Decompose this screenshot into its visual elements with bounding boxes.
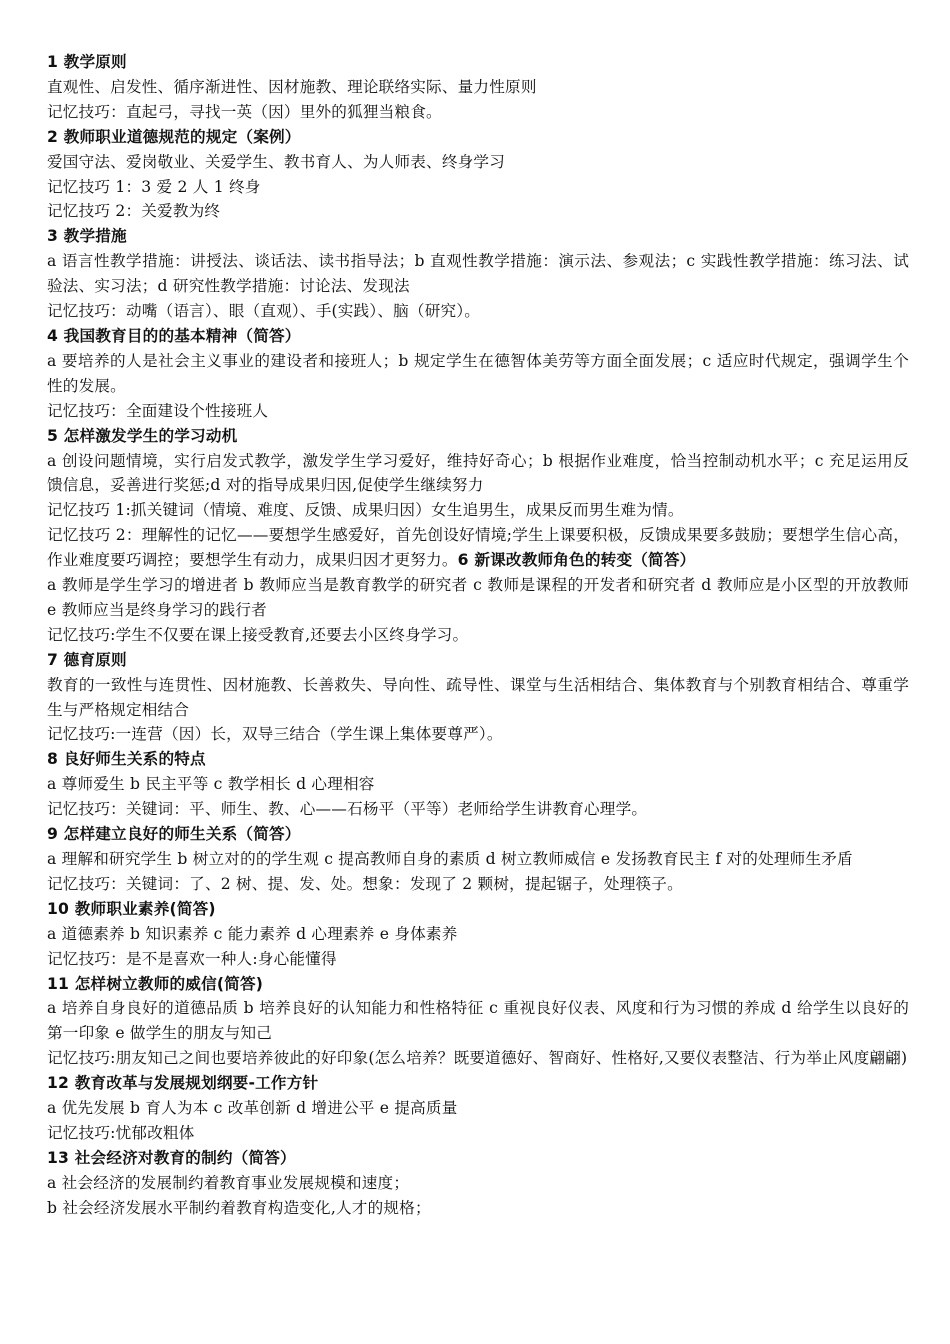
section-1-title: 1 教学原则: [47, 53, 127, 71]
section-9-tip: 记忆技巧：关键词：了、2 树、提、发、处。想象：发现了 2 颗树，提起锯子，处理筷子。: [47, 874, 683, 893]
section-13-title: 13 社会经济对教育的制约（简答）: [47, 1148, 296, 1167]
section-11-title: 11 怎样树立教师的威信(简答): [47, 974, 264, 993]
section-6-body: a 教师是学生学习的增进者 b 教师应当是教育教学的研究者 c 教师是课程的开发者和研究者 d 教师应是小区型的开放教师 e 教师应当是终身学习的践行者: [47, 576, 909, 619]
section-12-title: 12 教育改革与发展规划纲要-工作方针: [47, 1074, 319, 1093]
section-4-body: a 要培养的人是社会主义事业的建设者和接班人；b 规定学生在德智体美劳等方面全面发展；c 适应时代规定，强调学生个性的发展。: [47, 351, 909, 395]
section-1-body: 直观性、启发性、循序渐进性、因材施教、理论联络实际、量力性原则: [47, 77, 537, 96]
section-5-tip-2: 记忆技巧 2：理解性的记忆——要想学生感爱好，首先创设好情境;学生上课要积极，反馈成果要多鼓励；要想学生信心高，作业难度要巧调控；要想学生有动力，成果归因才更努力。: [47, 526, 909, 570]
section-8-tip: 记忆技巧：关键词：平、师生、教、心——石杨平（平等）老师给学生讲教育心理学。: [47, 800, 648, 819]
section-8-title: 8 良好师生关系的特点: [47, 750, 206, 769]
section-5-body: a 创设问题情境，实行启发式教学，激发学生学习爱好，维持好奇心；b 根据作业难度，恰当控制动机水平；c 充足运用反馈信息，妥善进行奖惩;d 对的指导成果归因,促使学生继续努力: [47, 451, 909, 495]
section-2-title: 2 教师职业道德规范的规定（案例）: [47, 127, 301, 146]
section-6-title: 6 新课改教师角色的转变（简答）: [457, 551, 696, 570]
section-2-tip-2: 记忆技巧 2：关爱教为终: [47, 202, 221, 221]
section-13-line-b: b 社会经济发展水平制约着教育构造变化,人才的规格；: [47, 1198, 431, 1217]
section-10-tip: 记忆技巧：是不是喜欢一种人:身心能懂得: [47, 949, 337, 968]
section-7-title: 7 德育原则: [47, 650, 127, 669]
section-11-tip: 记忆技巧:朋友知己之间也要培养彼此的好印象(怎么培养？既要道德好、智商好、性格好,又要仪表整洁、行为举止风度翩翩): [47, 1049, 908, 1068]
section-8-body: a 尊师爱生 b 民主平等 c 教学相长 d 心理相容: [47, 775, 375, 794]
section-13-line-a: a 社会经济的发展制约着教育事业发展规模和速度；: [47, 1173, 410, 1192]
section-3-title: 3 教学措施: [47, 227, 127, 246]
section-5-tip-2-with-section-6-title: [47, 523, 909, 573]
section-4-title: 4 我国教育目的的基本精神（简答）: [47, 326, 301, 345]
section-1-tip: 记忆技巧：直起弓，寻找一英（因）里外的狐狸当粮食。: [47, 102, 442, 121]
section-5-tip-1: 记忆技巧 1:抓关键词（情境、难度、反馈、成果归因）女生追男生，成果反而男生难为情。: [47, 501, 684, 520]
document-content: [47, 50, 909, 1221]
section-6-tip: 记忆技巧:学生不仅要在课上接受教育,还要去小区终身学习。: [47, 625, 469, 644]
section-12-body: a 优先发展 b 育人为本 c 改革创新 d 增进公平 e 提高质量: [47, 1099, 458, 1118]
section-7-body: 教育的一致性与连贯性、因材施教、长善救失、导向性、疏导性、课堂与生活相结合、集体教育与个别教育相结合、尊重学生与严格规定相结合: [47, 675, 909, 719]
section-10-body: a 道德素养 b 知识素养 c 能力素养 d 心理素养 e 身体素养: [47, 924, 458, 943]
section-7-tip: 记忆技巧:一连营（因）长，双导三结合（学生课上集体要尊严）。: [47, 725, 503, 744]
section-3-body: a 语言性教学措施：讲授法、谈话法、读书指导法；b 直观性教学措施：演示法、参观法；c 实践性教学措施：练习法、试验法、实习法；d 研究性教学措施：讨论法、发现法: [47, 252, 909, 296]
section-2-tip-1: 记忆技巧 1：3 爱 2 人 1 终身: [47, 177, 261, 196]
section-5-title: 5 怎样激发学生的学习动机: [47, 426, 238, 445]
section-10-title: 10 教师职业素养(简答): [47, 899, 216, 918]
section-3-tip: 记忆技巧：动嘴（语言）、眼（直观）、手(实践）、脑（研究）。: [47, 302, 481, 321]
section-9-title: 9 怎样建立良好的师生关系（简答）: [47, 825, 301, 844]
section-4-tip: 记忆技巧：全面建设个性接班人: [47, 401, 269, 420]
section-12-tip: 记忆技巧:忧郁改粗体: [47, 1123, 195, 1142]
section-2-body: 爱国守法、爱岗敬业、关爱学生、教书育人、为人师表、终身学习: [47, 152, 506, 171]
section-11-body: a 培养自身良好的道德品质 b 培养良好的认知能力和性格特征 c 重视良好仪表、风度和行为习惯的养成 d 给学生以良好的第一印象 e 做学生的朋友与知己: [47, 999, 909, 1043]
section-9-body: a 理解和研究学生 b 树立对的的学生观 c 提高教师自身的素质 d 树立教师威信 e 发扬教育民主 f 对的处理师生矛盾: [47, 850, 853, 868]
